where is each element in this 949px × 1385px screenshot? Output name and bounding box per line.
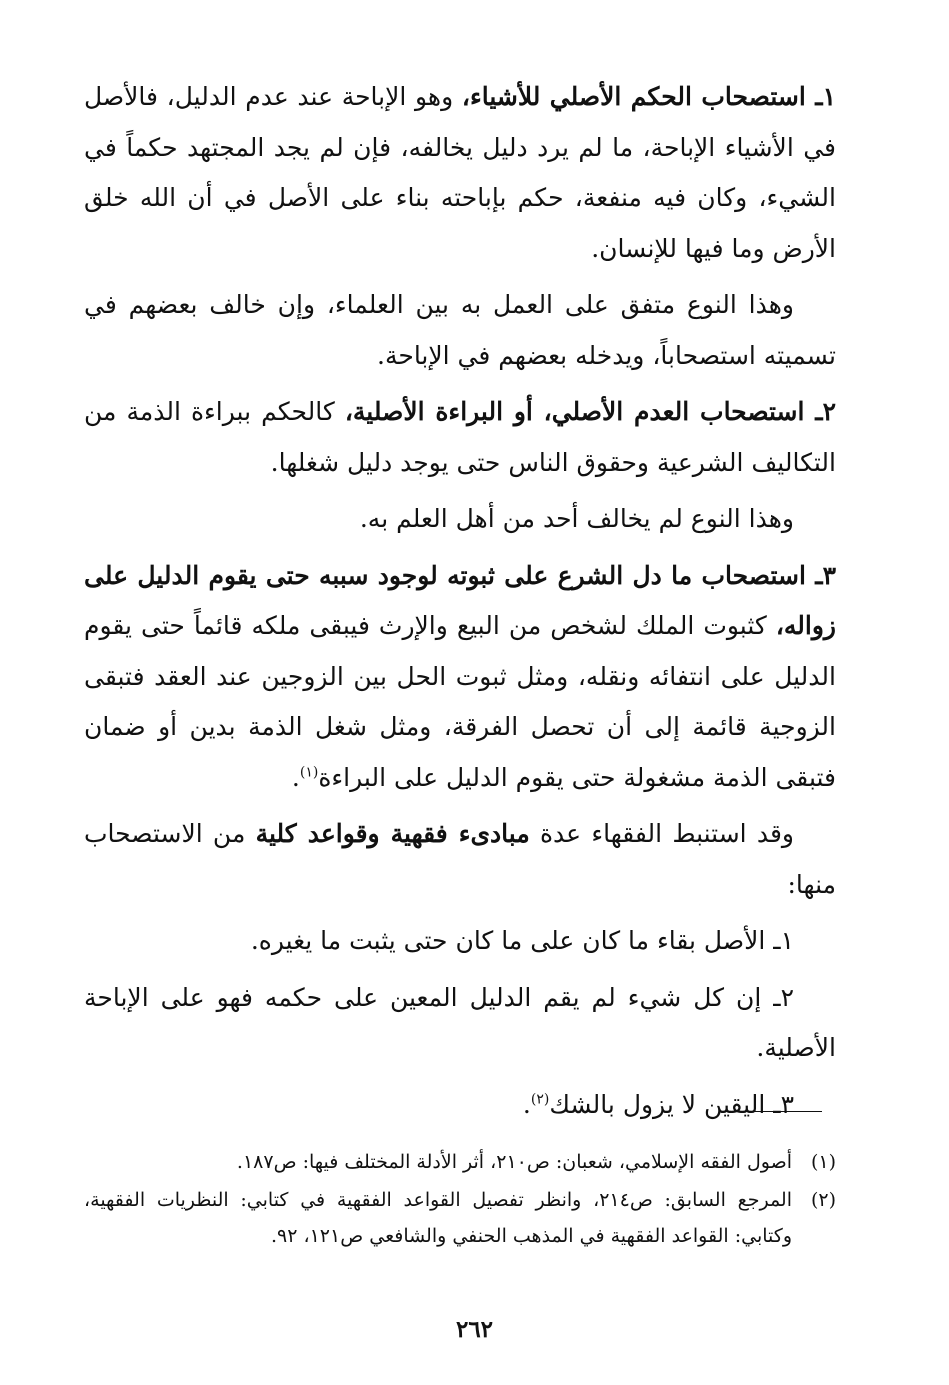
footnote-1-number: (١) xyxy=(810,1151,836,1173)
paragraph-4 xyxy=(84,494,836,545)
principle-3-end: . xyxy=(522,1089,531,1119)
footnote-2 xyxy=(84,1182,836,1254)
paragraph-6-text-before: وقد استنبط الفقهاء عدة xyxy=(529,819,794,848)
paragraph-1 xyxy=(84,72,836,274)
paragraph-2-text: وهذا النوع متفق على العمل به بين العلماء، وإن خالف بعضهم في تسميته استصحاباً، ويدخله بعضهم في الإباحة. xyxy=(84,290,836,370)
paragraph-5-text: كثبوت الملك لشخص من البيع والإرث فيبقى ملكه قائماً حتى يقوم الدليل على انتفائه ونقله، ومثل ثبوت الحل بين الزوجين عند العقد فتبقى الزوجية قائمة إلى أن تحصل الفرقة، ومثل شغل الذمة بدين أو ضمان فتبقى الذمة مشغولة حتى يقوم الدليل على البراءة xyxy=(84,611,836,792)
main-text xyxy=(84,72,836,1136)
footnote-1 xyxy=(84,1144,836,1180)
paragraph-6-bold: مبادىء فقهية وقواعد كلية xyxy=(255,819,530,848)
page-number: ٢٦٢ xyxy=(455,1316,494,1343)
paragraph-5 xyxy=(84,551,836,804)
paragraph-6-text: من الاستصحاب منها: xyxy=(84,819,836,899)
paragraph-4-text: وهذا النوع لم يخالف أحد من أهل العلم به. xyxy=(359,504,794,533)
principle-1-text: ١ـ الأصل بقاء ما كان على ما كان حتى يثبت ما يغيره. xyxy=(250,926,794,955)
footnote-2-number: (٢) xyxy=(810,1189,836,1211)
heading-1: ١ـ استصحاب الحكم الأصلي للأشياء، xyxy=(461,82,836,111)
paragraph-6 xyxy=(84,809,836,910)
footnote-1-text: أصول الفقه الإسلامي، شعبان: ص٢١٠، أثر الأدلة المختلف فيها: ص١٨٧. xyxy=(236,1151,792,1173)
principle-1 xyxy=(84,916,836,967)
footnote-separator xyxy=(737,1111,822,1112)
footnote-ref-2[interactable]: (٢) xyxy=(530,1091,550,1108)
principle-2-text: ٢ـ إن كل شيء لم يقم الدليل المعين على حكمه فهو على الإباحة الأصلية. xyxy=(84,982,836,1062)
principle-3 xyxy=(84,1080,836,1131)
paragraph-1-text: وهو الإباحة عند عدم الدليل، فالأصل في الأشياء الإباحة، ما لم يرد دليل يخالفه، فإن لم يجد المجتهد حكماً في الشيء، وكان فيه منفعة، حكم بإباحته بناء على الأصل في أن الله خلق الأرض وما فيها للإنسان. xyxy=(84,82,836,263)
footnotes xyxy=(84,1144,836,1256)
paragraph-3-text: كالحكم ببراءة الذمة من التكاليف الشرعية وحقوق الناس حتى يوجد دليل شغلها. xyxy=(84,397,836,477)
footnote-2-text: المرجع السابق: ص٢١٤، وانظر تفصيل القواعد الفقهية في كتابي: النظريات الفقهية، وكتابي: القواعد الفقهية في المذهب الحنفي والشافعي ص١٢١، ٩٢. xyxy=(84,1189,792,1247)
principle-3-text: ٣ـ اليقين لا يزول بالشك xyxy=(549,1089,794,1119)
heading-3: ٣ـ استصحاب ما دل الشرع على ثبوته لوجود سببه حتى يقوم الدليل على زواله، xyxy=(84,560,836,640)
principle-2 xyxy=(84,973,836,1074)
paragraph-2 xyxy=(84,280,836,381)
paragraph-5-end: . xyxy=(291,762,300,792)
heading-2: ٢ـ استصحاب العدم الأصلي، أو البراءة الأصلية، xyxy=(344,397,836,426)
paragraph-3 xyxy=(84,387,836,488)
footnote-ref-1[interactable]: (١) xyxy=(299,764,319,781)
